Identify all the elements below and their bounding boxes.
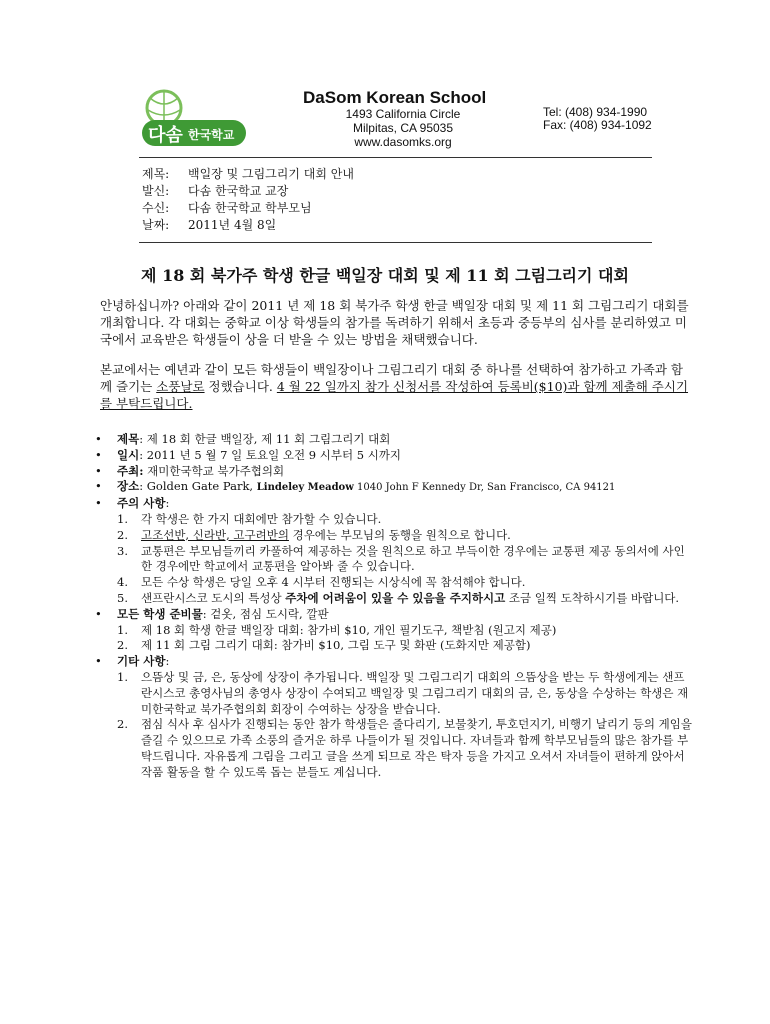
list-key: 주최: [117,463,144,478]
list-value: : 제 18 회 한글 백일장, 제 11 회 그림그리기 대회 [139,432,391,446]
numbered-item: 2. 제 11 회 그림 그리기 대회: 참가비 $10, 그림 도구 및 화판 (도화지만 제공함) [95,638,695,654]
school-address [308,107,498,149]
memo-key: 날짜: [142,218,170,232]
list-item [95,432,695,448]
note-underline: 고조선반, 신라반, 고구려반의 [141,527,289,542]
memo-key: 발신: [142,184,170,198]
notice-paragraph [100,361,690,412]
bullet-icon: • [95,463,102,478]
bullet-icon: • [95,432,102,446]
note-bold: 주차에 어려움이 있을 수 있음을 주지하시고 [285,590,506,605]
place-address: 1040 John F Kennedy Dr, San Francisco, CA 94121 [353,482,616,494]
list-item [95,448,695,464]
intro-paragraph: 안녕하십니까? 아래와 같이 2011 년 제 18 회 북가주 학생 한글 백일장 대회 및 제 11 회 그림그리기 대회를 개최합니다. 각 대회는 중학교 이상 학생들의 참가를 독려하기 위해서 초등과 중등부의 심사를 분리하였고 미국에서 교육받은 학생들이 상을 더 받을 수 있는 방법을 채택했습니다. [100,298,689,347]
memo-row [142,166,354,183]
school-logo [136,88,256,158]
phone-number: Tel: (408) 934-1990 [543,105,648,119]
note-text: 모든 수상 학생은 당일 오후 4 시부터 진행되는 시상식에 꼭 참석해야 합니다. [141,575,526,590]
list-value: : Golden Gate Park, [139,479,257,494]
list-item [95,607,695,623]
list-value: : [165,496,170,511]
numbered-item: 5. 샌프란시스코 도시의 특성상 주차에 어려움이 있을 수 있음을 주지하시고 조금 일찍 도착하시기를 바랍니다. [117,590,680,605]
list-value: : [165,654,170,669]
memo-key: 수신: [142,201,170,215]
website-link[interactable]: www.dasomks.org [354,135,452,149]
list-item [95,479,695,496]
notice-underline: 소풍날로 [156,379,205,394]
etc-text: 점심 식사 후 심사가 진행되는 동안 참가 학생들은 줄다리기, 보물찾기, 투호던지기, 비행기 날리기 등의 게임을 즐길 수 있으므로 가족 소풍의 즐거운 하루 나들이가 될 것입니다. 자녀들과 함께 학부모님들의 많은 참가를 부탁드립니다. 자유롭게 그림을 그리고 글을 쓰게 되므로 작은 탁자 등을 가지고 오셔서 자녀들이 편하게 앉아서 작품 활동을 할 수 있도록 돕는 분들도 계십니다. [141,717,692,779]
memo-value: 2011년 4월 8일 [188,218,277,232]
note-text: 각 학생은 한 가지 대회에만 참가할 수 있습니다. [141,511,382,526]
memo-block [142,166,354,234]
place-name: Lindeley Meadow [256,482,354,494]
address-line-1: 1493 California Circle [345,107,461,121]
numbered-item: 1. 각 학생은 한 가지 대회에만 참가할 수 있습니다. [95,512,695,528]
list-value: : 2011 년 5 월 7 일 토요일 오전 9 시부터 5 시까지 [139,447,402,462]
bullet-icon: • [95,496,102,511]
etc-text: 으뜸상 및 금, 은, 동상에 상장이 추가됩니다. 백일장 및 그림그리기 대회의 으뜸상을 받는 두 학생에게는 샌프란시스코 총영사님의 총영사 상장이 수여되고 백일장 및 그림그리기 대회의 금, 은, 동상을 수상하는 학생은 재미한국학교 북가주협의회 회장이 수여하는 상장을 받습니다. [141,669,689,716]
memo-row [142,200,354,217]
notice-text: 본교에서는 예년과 같이 모든 학생들이 백일장이나 그림그리기 대회 중 하나를 선택하여 참가하고 가족과 함께 즐기는 [100,362,683,394]
list-key: 장소 [117,479,140,494]
list-item [95,464,695,480]
list-key: 기타 사항 [117,654,166,669]
memo-row [142,217,354,234]
page-title: 제 18 회 북가주 학생 한글 백일장 대회 및 제 11 회 그림그리기 대회 [141,266,629,285]
memo-value: 다솜 한국학교 교장 [188,184,289,198]
details-list [95,432,695,781]
list-value: 재미한국학교 북가주협의회 [143,463,285,478]
list-key: 제목 [117,432,140,446]
logo-subtext: 한국학교 [188,128,235,142]
memo-value: 다솜 한국학교 학부모님 [188,201,312,215]
numbered-item: 1. 으뜸상 및 금, 은, 동상에 상장이 추가됩니다. 백일장 및 그림그리기 대회의 으뜸상을 받는 두 학생에게는 샌프란시스코 총영사님의 총영사 상장이 수여되고 백일장 및 그림그리기 대회의 금, 은, 동상을 수상하는 학생은 재미한국학교 북가주협의회 회장이 수여하는 상장을 받습니다. [95,670,695,717]
note-text: 교통편은 부모님들끼리 카풀하여 제공하는 것을 원칙으로 하고 부득이한 경우에는 교통편 제공 동의서에 사인한 경우에만 학교에서 교통편을 알아봐 줄 수 있습니다. [141,543,685,574]
school-name: DaSom Korean School [303,88,487,107]
fax-number: Fax: (408) 934-1092 [543,118,652,132]
notice-text: 정했습니다. [204,379,277,394]
list-key: 주의 사항 [117,496,166,511]
address-line-2: Milpitas, CA 95035 [352,121,454,135]
list-key: 모든 학생 준비물 [117,606,203,621]
numbered-item: 1. 제 18 회 학생 한글 백일장 대회: 참가비 $10, 개인 필기도구, 책받침 (원고지 제공) [95,623,695,639]
school-contact [543,106,652,132]
prep-text: 제 11 회 그림 그리기 대회: 참가비 $10, 그림 도구 및 화판 (도화지만 제공함) [141,638,531,653]
memo-divider [139,242,652,243]
memo-row [142,183,354,200]
logo-text: 다솜 [148,125,183,145]
list-value: : 겉옷, 점심 도시락, 깔판 [202,606,329,621]
numbered-item: 4. 모든 수상 학생은 당일 오후 4 시부터 진행되는 시상식에 꼭 참석해야 합니다. [95,575,695,591]
memo-value: 백일장 및 그림그리기 대회 안내 [188,167,354,181]
list-item [95,496,695,512]
list-key: 일시 [117,447,140,462]
list-item [95,654,695,670]
bullet-icon: • [95,654,102,669]
numbered-item: 3. 교통편은 부모님들끼리 카풀하여 제공하는 것을 원칙으로 하고 부득이한 경우에는 교통편 제공 동의서에 사인한 경우에만 학교에서 교통편을 알아봐 줄 수 있습니다. [95,544,695,576]
note-text: 경우에는 부모님의 동행을 원칙으로 합니다. [292,527,511,542]
bullet-icon: • [95,447,102,462]
bullet-icon: • [95,606,102,621]
prep-text: 제 18 회 학생 한글 백일장 대회: 참가비 $10, 개인 필기도구, 책받침 (원고지 제공) [141,622,557,637]
note-text: 샌프란시스코 도시의 특성상 [141,590,286,605]
numbered-item: 2. 고조선반, 신라반, 고구려반의 경우에는 부모님의 동행을 원칙으로 합니다. [117,527,511,542]
notice-deadline: 4 월 22 일까지 참가 신청서를 작성하여 등록비($10)과 함께 제출해 주시기를 부탁드립니다. [100,379,689,411]
header-divider [139,157,652,158]
memo-key: 제목: [142,167,170,181]
bullet-icon: • [95,479,102,494]
numbered-item: 2. 점심 식사 후 심사가 진행되는 동안 참가 학생들은 줄다리기, 보물찾기, 투호던지기, 비행기 날리기 등의 게임을 즐길 수 있으므로 가족 소풍의 즐거운 하루 나들이가 될 것입니다. 자녀들과 함께 학부모님들의 많은 참가를 부탁드립니다. 자유롭게 그림을 그리고 글을 쓰게 되므로 작은 탁자 등을 가지고 오셔서 자녀들이 편하게 앉아서 작품 활동을 할 수 있도록 돕는 분들도 계십니다. [95,717,695,780]
note-text: 조금 일찍 도착하시기를 바랍니다. [508,590,680,605]
